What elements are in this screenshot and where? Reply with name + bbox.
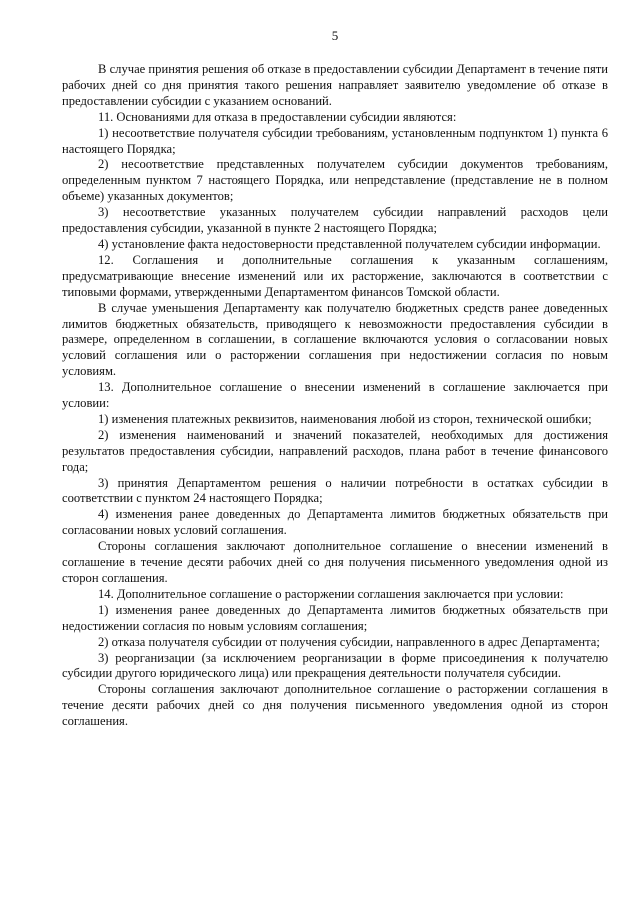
paragraph: 1) несоответствие получателя субсидии требованиям, установленным подпунктом 1) пункта 6 настоящего Порядка; [62, 125, 608, 156]
page-number: 5 [331, 28, 339, 43]
paragraph: 12. Соглашения и дополнительные соглашения к указанным соглашениям, предусматривающие внесение изменений или их расторжение, заключаются в соответствии с типовыми формами, утвержденными Департаментом финансов Томской области. [62, 252, 608, 299]
paragraph: 3) реорганизации (за исключением реорганизации в форме присоединения к получателю субсидии другого юридического лица) или прекращения деятельности получателя субсидии. [62, 650, 608, 681]
paragraph: 1) изменения платежных реквизитов, наименования любой из сторон, технической ошибки; [98, 411, 592, 426]
paragraph: 4) изменения ранее доведенных до Департамента лимитов бюджетных обязательств при согласовании новых условий соглашения. [62, 507, 608, 538]
paragraph: 2) несоответствие представленных получателем субсидии документов требованиям, определенным пунктом 7 настоящего Порядка, или непредставление (представление не в полном объеме) указанных документов; [62, 157, 608, 204]
paragraph: 14. Дополнительное соглашение о расторжении соглашения заключается при условии: [98, 586, 564, 601]
paragraph: 3) несоответствие указанных получателем субсидии направлений расходов цели предоставления субсидии, указанной в пункте 2 настоящего Порядка; [62, 205, 608, 236]
paragraph: 2) изменения наименований и значений показателей, необходимых для достижения результатов предоставления субсидии, направлений расходов, плана работ в течение финансового года; [62, 427, 608, 474]
paragraph: В случае принятия решения об отказе в предоставлении субсидии Департамент в течение пяти рабочих дней со дня принятия такого решения направляет заявителю уведомление об отказе в предоставлении субсидии с указанием оснований. [62, 62, 608, 108]
paragraph: 2) отказа получателя субсидии от получения субсидии, направленного в адрес Департамента; [98, 634, 600, 649]
paragraph: 1) изменения ранее доведенных до Департамента лимитов бюджетных обязательств при недостижении согласия по новым условиям соглашения; [62, 602, 608, 633]
paragraph: Стороны соглашения заключают дополнительное соглашение о внесении изменений в соглашение в течение десяти рабочих дней со дня получения письменного уведомления одной из сторон соглашения. [62, 539, 608, 585]
paragraph: 3) принятия Департаментом решения о наличии потребности в остатках субсидии в соответствии с пунктом 24 настоящего Порядка; [62, 475, 608, 506]
paragraph: 4) установление факта недостоверности представленной получателем субсидии информации. [98, 236, 601, 251]
paragraph: 11. Основаниями для отказа в предоставлении субсидии являются: [98, 109, 457, 124]
paragraph: 13. Дополнительное соглашение о внесении изменений в соглашение заключается при условии: [62, 380, 608, 411]
document-body [62, 62, 608, 730]
paragraph: Стороны соглашения заключают дополнительное соглашение о расторжении соглашения в течение десяти рабочих дней со дня получения письменного уведомления одной из сторон соглашения. [62, 682, 608, 729]
paragraph: В случае уменьшения Департаменту как получателю бюджетных средств ранее доведенных лимитов бюджетных обязательств, приводящего к невозможности предоставления субсидии в размере, определенном в соглашении, в соглашение включаются условия о согласовании новых условий соглашения или о расторжении соглашения при недостижении согласия по новым условиям. [62, 300, 608, 379]
